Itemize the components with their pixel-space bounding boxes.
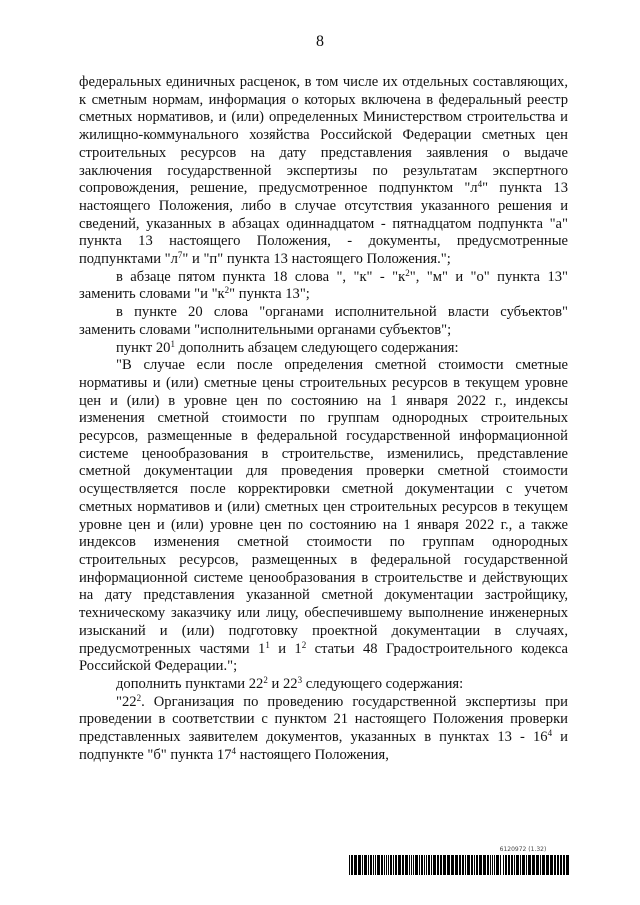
paragraph [79, 74, 568, 269]
superscript: 4 [547, 728, 553, 739]
text-run: статьи 48 Градостроительного кодекса Российской Федерации."; [79, 640, 568, 675]
paragraph [79, 340, 568, 358]
superscript: 1 [170, 338, 175, 349]
superscript: 2 [405, 267, 410, 278]
paragraph [79, 357, 568, 676]
body-text [79, 74, 568, 764]
text-run: следующего содержания: [302, 675, 464, 692]
paragraph [79, 676, 568, 694]
text-run: дополнить пунктами 22 [116, 675, 264, 692]
page-number: 8 [316, 33, 324, 50]
text-run: и подпункте "б" пункта 17 [79, 729, 568, 763]
text-run: "В случае если после определения сметной стоимости сметные нормативы и (или) сметные цены строительных ресурсов в текущем уровне цен и (или) в уровне цен по состоянию на 1 января 2022 г., индексы изменения сметной стоимости по группам однородных строительных ресурсов, размещенные в федеральной государственной информационной системе ценообразования в строительстве, изменились, представление сметной документации для проведения проверки сметной стоимости осуществляется после корректировки сметной документации с учетом сметных нормативов и (или) сметных цен строительных ресурсов в текущем уровне цен и (или) уровне цен по состоянию на 1 января 2022 г., а также индексов изменения сметной стоимости по группам однородных строительных ресурсов, размещенных в федеральной государственной информационной системе ценообразования в строительстве и действующих на дату представления указанной сметной документации застройщику, техническому заказчику или лицу, обеспечившему выполнение инженерных изысканий и (или) подготовку проектной документации в случаях, предусмотренных частями 1 [79, 357, 568, 657]
superscript: 7 [177, 250, 183, 261]
paragraph [79, 269, 568, 304]
superscript: 4 [231, 745, 237, 756]
text-run: и 1 [269, 640, 302, 657]
superscript: 2 [301, 639, 307, 650]
text-run: "22 [116, 693, 137, 710]
barcode-icon [349, 855, 570, 875]
text-run: " и "п" пункта 13 настоящего Положения."; [182, 251, 451, 268]
text-run: ", "м" и "о" пункта 13" заменить словами "и "к [79, 268, 568, 303]
text-run: . Организация по проведению государственной экспертизы при проведении в соответствии с пунктом 21 настоящего Положения проверки представленных заявителем документов, указанных в пунктах 13 - 16 [79, 693, 568, 746]
text-run: настоящего Положения, [236, 746, 389, 763]
paragraph [79, 694, 568, 765]
text-run: " пункта 13"; [229, 286, 310, 303]
text-run: в абзаце пятом пункта 18 слова ", "к" - "к [116, 268, 406, 285]
text-run: и 22 [267, 675, 298, 692]
superscript: 2 [136, 692, 142, 703]
text-run: в пункте 20 слова "органами исполнительной власти субъектов" заменить словами "исполнительными органами субъектов"; [79, 304, 568, 338]
text-run: пункт 20 [116, 339, 171, 356]
document-code: 6120972 (1.32) [499, 846, 547, 853]
paragraph [79, 304, 568, 339]
text-run: федеральных единичных расценок, в том числе их отдельных составляющих, к сметным нормам, информация о которых включена в федеральный реестр сметных нормативов, и (или) определенных Министерством строительства и жилищно-коммунального хозяйства Российской Федерации сметных цен строительных ресурсов на дату представления заявления о выдаче заключения государственной экспертизы по результатам экспертного сопровождения, решение, предусмотренное подпунктом "л [79, 74, 568, 197]
superscript: 3 [297, 674, 303, 685]
text-run: " пункта 13 настоящего Положения, либо в случае отсутствия указанного решения и сведений, указанных в абзацах одиннадцатом - пятнадцатом подпункта "а" пункта 13 настоящего Положения, - документы, предусмотренные подпунктами "л [79, 180, 568, 268]
superscript: 4 [477, 179, 483, 190]
superscript: 2 [263, 674, 268, 685]
superscript: 1 [265, 639, 270, 650]
text-run: дополнить абзацем следующего содержания: [174, 339, 459, 356]
superscript: 2 [224, 285, 230, 296]
